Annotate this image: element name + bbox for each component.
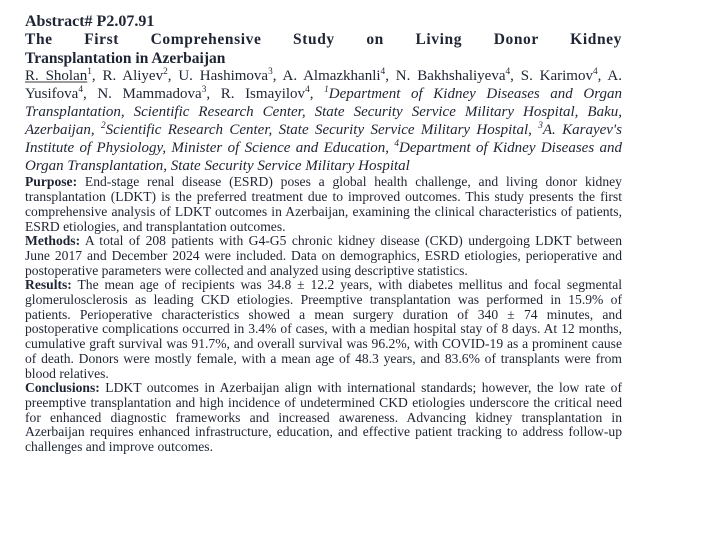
purpose-text: End-stage renal disease (ESRD) poses a global health challenge, and living donor kidney transplantation (LDKT) is the preferred treatment due to improved outcomes. This study presents the first comprehensive analysis of LDKT outcomes in Azerbaijan, examining the clinical characteristics of patients, ESRD etiologies, and transplantation outcomes. <box>25 174 622 234</box>
authors-affiliations-paragraph <box>25 68 622 175</box>
author: U. Hashimova$^3$, <box>178 67 283 84</box>
affiliation: $^1$Department of Kidney Diseases and Organ Transplantation, Scientific Research Center, State Security Service Military Hospital, Baku, Azerbaijan, <box>25 84 623 138</box>
affiliation: $^3$A. Karayev's Institute of Physiology, Minister of Science and Education, <box>25 120 622 156</box>
abstract-title-line2: Transplantation in Azerbaijan <box>25 49 226 67</box>
conclusions-label: Conclusions: <box>25 380 100 396</box>
author: N. Mammadova$^3$, <box>97 84 221 102</box>
author: N. Bakhshaliyeva$^4$, <box>395 67 521 84</box>
section-results <box>25 278 622 381</box>
author: R. Sholan$^1$, <box>25 67 103 84</box>
author: A. Yusifova$^4$, <box>25 68 622 102</box>
section-conclusions <box>25 381 622 455</box>
affiliation: $^4$Department of Kidney Diseases and Organ Transplantation, State Security Service Military Hospital <box>25 138 623 174</box>
purpose-label: Purpose: <box>25 174 78 190</box>
results-label: Results: <box>25 277 72 293</box>
author: R. Ismayilov$^4$, <box>220 84 325 102</box>
methods-label: Methods: <box>25 233 81 249</box>
author: S. Karimov$^4$, <box>520 67 608 84</box>
author: R. Aliyev$^2$, <box>102 67 179 84</box>
results-text: The mean age of recipients was 34.8 ± 12.2 years, with diabetes mellitus and focal segmental glomerulosclerosis as leading CKD etiologies. Preemptive transplantation was performed in 15.9% of patients. Perioperative characteristics showed a mean surgery duration of 340 ± 74 minutes, and postoperative complications occurred in 3.4% of cases, with a median hospital stay of 8 days. At 12 months, cumulative graft survival was 91.7%, and overall survival was 96.2%, with COVID-19 as a prominent cause of death. Donors were mostly female, with a mean age of 48.3 years, and 83.6% of transplants were from blood relatives. <box>25 277 622 381</box>
author: A. Almazkhanli$^4$, <box>282 67 396 84</box>
conclusions-text: LDKT outcomes in Azerbaijan align with international standards; however, the low rate of preemptive transplantation and high incidence of undetermined CKD etiologies underscore the critical need for enhanced diagnostic frameworks and increased awareness. Advancing kidney transplantation in Azerbaijan requires enhanced infrastructure, education, and effective patient tracking to address follow-up challenges and improve outcomes. <box>25 380 622 455</box>
section-methods <box>25 234 622 278</box>
affiliation: $^2$Scientific Research Center, State Security Service Military Hospital, <box>100 120 539 138</box>
abstract-title-line1: The First Comprehensive Study on Living Donor Kidney <box>25 31 622 48</box>
abstract-number: Abstract# P2.07.91 <box>25 13 155 30</box>
section-purpose <box>25 175 622 234</box>
methods-text: A total of 208 patients with G4-G5 chronic kidney disease (CKD) undergoing LDKT between June 2017 and December 2024 were included. Data on demographics, ESRD etiologies, perioperative and postoperative parameters were collected and analyzed using descriptive statistics. <box>25 233 623 278</box>
